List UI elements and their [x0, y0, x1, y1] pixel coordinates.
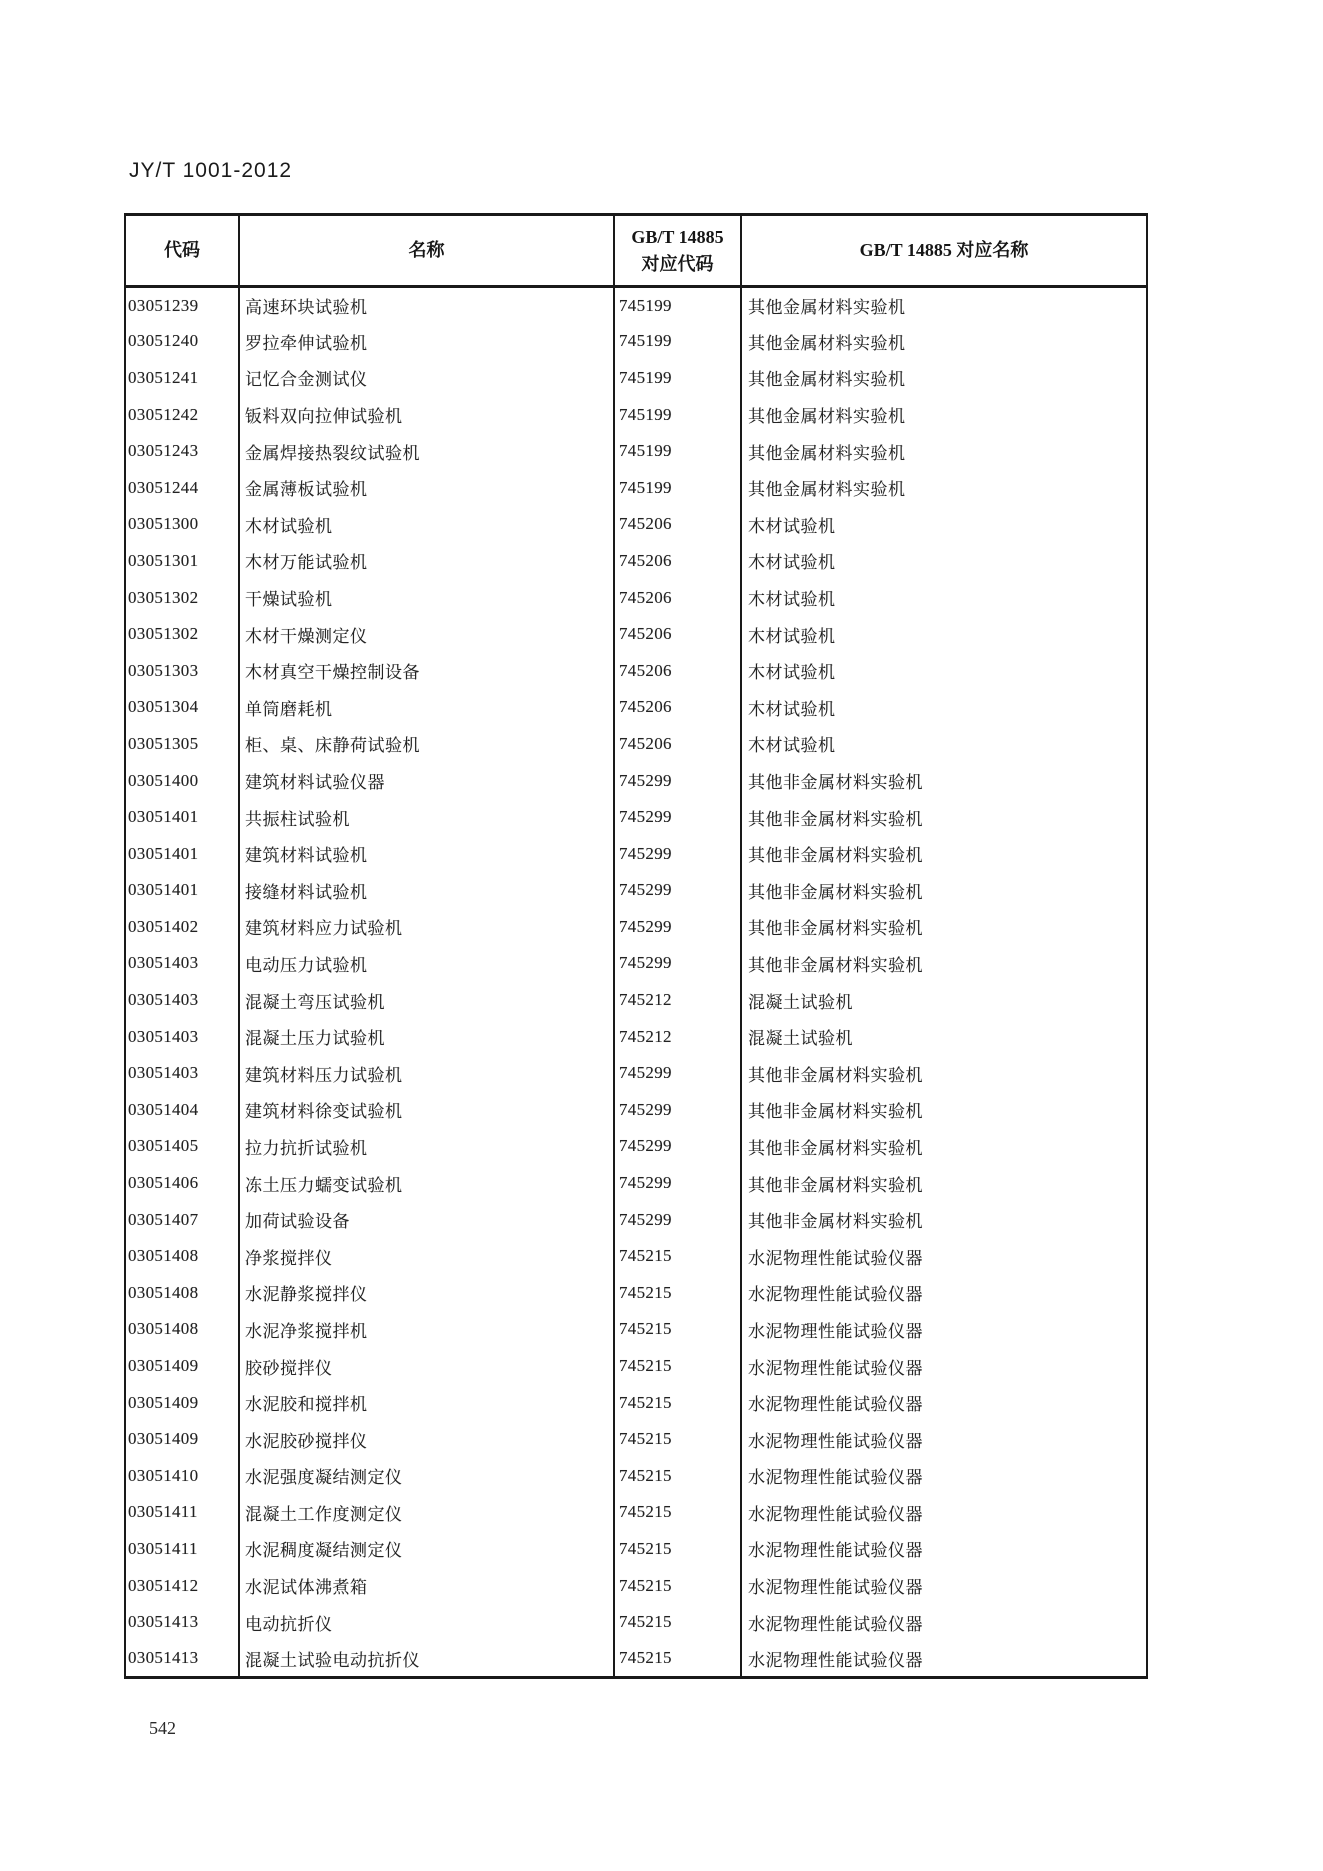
gbt-code-cell: 745299 — [614, 1055, 741, 1092]
name-cell: 木材万能试验机 — [239, 543, 614, 580]
name-cell: 钣料双向拉伸试验机 — [239, 396, 614, 433]
code-cell: 03051412 — [128, 1575, 199, 1595]
gbt-code-cell: 745199 — [614, 287, 741, 324]
code-cell: 03051403 — [128, 953, 199, 973]
gbt-name-cell: 其他非金属材料实验机 — [741, 762, 1147, 799]
gbt-code-cell: 745206 — [614, 616, 741, 653]
gbt-name-cell: 其他非金属材料实验机 — [741, 1165, 1147, 1202]
name-cell: 混凝土弯压试验机 — [239, 982, 614, 1019]
name-cell: 建筑材料压力试验机 — [239, 1055, 614, 1092]
gbt-code-cell: 745215 — [614, 1567, 741, 1604]
header-gbt-code — [614, 215, 741, 287]
table-row — [125, 323, 1147, 360]
name-cell: 建筑材料徐变试验机 — [239, 1092, 614, 1129]
name-cell: 木材干燥测定仪 — [239, 616, 614, 653]
gbt-code-cell: 745215 — [614, 1311, 741, 1348]
table-row — [125, 396, 1147, 433]
code-cell: 03051411 — [128, 1538, 198, 1558]
gbt-name-cell: 木材试验机 — [741, 689, 1147, 726]
gbt-name-cell: 水泥物理性能试验仪器 — [741, 1275, 1147, 1312]
code-cell: 03051408 — [128, 1246, 199, 1266]
name-cell: 干燥试验机 — [239, 579, 614, 616]
name-cell: 接缝材料试验机 — [239, 872, 614, 909]
name-cell: 混凝土试验电动抗折仪 — [239, 1640, 614, 1677]
gbt-name-cell: 水泥物理性能试验仪器 — [741, 1567, 1147, 1604]
name-cell: 水泥胶和搅拌机 — [239, 1384, 614, 1421]
gbt-name-cell: 其他非金属材料实验机 — [741, 1201, 1147, 1238]
table-row — [125, 1311, 1147, 1348]
code-cell: 03051401 — [128, 843, 199, 863]
page-number: 542 — [149, 1718, 176, 1738]
name-cell: 混凝土压力试验机 — [239, 1018, 614, 1055]
table-row — [125, 360, 1147, 397]
gbt-code-cell: 745212 — [614, 982, 741, 1019]
code-cell: 03051240 — [128, 331, 199, 351]
table-row — [125, 1567, 1147, 1604]
name-cell: 建筑材料应力试验机 — [239, 909, 614, 946]
code-cell: 03051404 — [128, 1099, 199, 1119]
name-cell: 电动压力试验机 — [239, 945, 614, 982]
gbt-code-cell: 745299 — [614, 1165, 741, 1202]
gbt-code-cell: 745215 — [614, 1604, 741, 1641]
name-cell: 水泥净浆搅拌机 — [239, 1311, 614, 1348]
code-cell: 03051302 — [128, 624, 199, 644]
header-gbt-name: GB/T 14885 对应名称 — [741, 215, 1147, 287]
name-cell: 高速环块试验机 — [239, 287, 614, 324]
gbt-code-cell: 745206 — [614, 579, 741, 616]
name-cell: 拉力抗折试验机 — [239, 1128, 614, 1165]
code-cell: 03051409 — [128, 1429, 199, 1449]
table-row — [125, 1128, 1147, 1165]
table-row — [125, 762, 1147, 799]
name-cell: 水泥稠度凝结测定仪 — [239, 1531, 614, 1568]
table-header-row — [125, 215, 1147, 287]
gbt-code-cell: 745199 — [614, 396, 741, 433]
gbt-name-cell: 其他非金属材料实验机 — [741, 799, 1147, 836]
code-cell: 03051408 — [128, 1319, 199, 1339]
gbt-code-cell: 745299 — [614, 872, 741, 909]
gbt-name-cell: 其他金属材料实验机 — [741, 469, 1147, 506]
table-row — [125, 909, 1147, 946]
gbt-code-cell: 745212 — [614, 1018, 741, 1055]
table-row — [125, 1458, 1147, 1495]
table-row — [125, 506, 1147, 543]
name-cell: 电动抗折仪 — [239, 1604, 614, 1641]
table-row — [125, 1018, 1147, 1055]
name-cell: 水泥静浆搅拌仪 — [239, 1275, 614, 1312]
header-gbt-code-line2: 对应代码 — [641, 253, 714, 274]
name-cell: 木材试验机 — [239, 506, 614, 543]
gbt-name-cell: 水泥物理性能试验仪器 — [741, 1238, 1147, 1275]
code-cell: 03051400 — [128, 770, 199, 790]
code-mapping-table — [124, 213, 1148, 1679]
gbt-name-cell: 其他金属材料实验机 — [741, 396, 1147, 433]
code-cell: 03051239 — [128, 295, 199, 315]
gbt-name-cell: 木材试验机 — [741, 726, 1147, 763]
gbt-code-cell: 745215 — [614, 1458, 741, 1495]
gbt-name-cell: 水泥物理性能试验仪器 — [741, 1458, 1147, 1495]
name-cell: 金属薄板试验机 — [239, 469, 614, 506]
gbt-name-cell: 水泥物理性能试验仪器 — [741, 1604, 1147, 1641]
table-row — [125, 1494, 1147, 1531]
header-name: 名称 — [239, 215, 614, 287]
name-cell: 单筒磨耗机 — [239, 689, 614, 726]
code-cell: 03051408 — [128, 1282, 199, 1302]
gbt-name-cell: 其他非金属材料实验机 — [741, 835, 1147, 872]
name-cell: 共振柱试验机 — [239, 799, 614, 836]
code-cell: 03051304 — [128, 697, 199, 717]
gbt-code-cell: 745199 — [614, 469, 741, 506]
gbt-code-cell: 745215 — [614, 1275, 741, 1312]
name-cell: 金属焊接热裂纹试验机 — [239, 433, 614, 470]
gbt-code-cell: 745215 — [614, 1531, 741, 1568]
code-cell: 03051303 — [128, 660, 199, 680]
code-cell: 03051241 — [128, 367, 199, 387]
code-cell: 03051403 — [128, 990, 199, 1010]
table-row — [125, 945, 1147, 982]
gbt-code-cell: 745215 — [614, 1348, 741, 1385]
gbt-name-cell: 其他非金属材料实验机 — [741, 1055, 1147, 1092]
table-row — [125, 982, 1147, 1019]
header-gbt-code-line1: GB/T 14885 — [631, 226, 724, 247]
code-cell: 03051402 — [128, 916, 199, 936]
table-row — [125, 835, 1147, 872]
gbt-name-cell: 水泥物理性能试验仪器 — [741, 1494, 1147, 1531]
table-row — [125, 1238, 1147, 1275]
code-cell: 03051406 — [128, 1173, 199, 1193]
code-cell: 03051242 — [128, 404, 199, 424]
gbt-code-cell: 745299 — [614, 945, 741, 982]
name-cell: 建筑材料试验机 — [239, 835, 614, 872]
gbt-code-cell: 745206 — [614, 652, 741, 689]
table-row — [125, 689, 1147, 726]
table-row — [125, 287, 1147, 324]
gbt-name-cell: 水泥物理性能试验仪器 — [741, 1640, 1147, 1677]
gbt-name-cell: 木材试验机 — [741, 506, 1147, 543]
name-cell: 柜、桌、床静荷试验机 — [239, 726, 614, 763]
code-cell: 03051403 — [128, 1026, 199, 1046]
gbt-name-cell: 其他非金属材料实验机 — [741, 872, 1147, 909]
gbt-name-cell: 水泥物理性能试验仪器 — [741, 1531, 1147, 1568]
name-cell: 加荷试验设备 — [239, 1201, 614, 1238]
gbt-name-cell: 木材试验机 — [741, 652, 1147, 689]
gbt-name-cell: 水泥物理性能试验仪器 — [741, 1384, 1147, 1421]
gbt-name-cell: 其他金属材料实验机 — [741, 360, 1147, 397]
gbt-code-cell: 745199 — [614, 360, 741, 397]
table-row — [125, 1421, 1147, 1458]
gbt-code-cell: 745215 — [614, 1421, 741, 1458]
code-cell: 03051401 — [128, 807, 199, 827]
table-row — [125, 799, 1147, 836]
table-row — [125, 543, 1147, 580]
gbt-name-cell: 水泥物理性能试验仪器 — [741, 1311, 1147, 1348]
code-cell: 03051413 — [128, 1648, 199, 1668]
code-cell: 03051244 — [128, 477, 199, 497]
gbt-name-cell: 其他金属材料实验机 — [741, 287, 1147, 324]
table-row — [125, 433, 1147, 470]
code-cell: 03051411 — [128, 1502, 198, 1522]
table-row — [125, 469, 1147, 506]
gbt-code-cell: 745206 — [614, 506, 741, 543]
gbt-name-cell: 其他非金属材料实验机 — [741, 945, 1147, 982]
gbt-name-cell: 其他非金属材料实验机 — [741, 1128, 1147, 1165]
table-row — [125, 1275, 1147, 1312]
gbt-code-cell: 745206 — [614, 543, 741, 580]
standard-code-title: JY/T 1001-2012 — [129, 159, 293, 182]
table-row — [125, 652, 1147, 689]
table-row — [125, 726, 1147, 763]
gbt-code-cell: 745299 — [614, 909, 741, 946]
gbt-name-cell: 混凝土试验机 — [741, 982, 1147, 1019]
gbt-name-cell: 混凝土试验机 — [741, 1018, 1147, 1055]
gbt-code-cell: 745199 — [614, 323, 741, 360]
gbt-name-cell: 其他非金属材料实验机 — [741, 1092, 1147, 1129]
gbt-code-cell: 745299 — [614, 835, 741, 872]
code-cell: 03051413 — [128, 1612, 199, 1632]
gbt-name-cell: 木材试验机 — [741, 616, 1147, 653]
code-cell: 03051302 — [128, 587, 199, 607]
gbt-name-cell: 木材试验机 — [741, 579, 1147, 616]
gbt-code-cell: 745215 — [614, 1384, 741, 1421]
code-cell: 03051243 — [128, 441, 199, 461]
gbt-name-cell: 木材试验机 — [741, 543, 1147, 580]
name-cell: 净浆搅拌仪 — [239, 1238, 614, 1275]
table-row — [125, 1348, 1147, 1385]
name-cell: 建筑材料试验仪器 — [239, 762, 614, 799]
gbt-name-cell: 其他金属材料实验机 — [741, 323, 1147, 360]
gbt-name-cell: 其他金属材料实验机 — [741, 433, 1147, 470]
gbt-name-cell: 其他非金属材料实验机 — [741, 909, 1147, 946]
gbt-code-cell: 745206 — [614, 689, 741, 726]
table-row — [125, 1640, 1147, 1677]
name-cell: 混凝土工作度测定仪 — [239, 1494, 614, 1531]
gbt-code-cell: 745299 — [614, 1092, 741, 1129]
table-row — [125, 1201, 1147, 1238]
gbt-name-cell: 水泥物理性能试验仪器 — [741, 1348, 1147, 1385]
name-cell: 水泥试体沸煮箱 — [239, 1567, 614, 1604]
name-cell: 胶砂搅拌仪 — [239, 1348, 614, 1385]
gbt-code-cell: 745215 — [614, 1238, 741, 1275]
code-cell: 03051409 — [128, 1392, 199, 1412]
table-row — [125, 872, 1147, 909]
code-cell: 03051407 — [128, 1209, 199, 1229]
gbt-code-cell: 745199 — [614, 433, 741, 470]
code-cell: 03051409 — [128, 1356, 199, 1376]
name-cell: 冻土压力蠕变试验机 — [239, 1165, 614, 1202]
code-cell: 03051410 — [128, 1465, 199, 1485]
gbt-code-cell: 745299 — [614, 1201, 741, 1238]
code-cell: 03051405 — [128, 1136, 199, 1156]
name-cell: 水泥强度凝结测定仪 — [239, 1458, 614, 1495]
name-cell: 记忆合金测试仪 — [239, 360, 614, 397]
name-cell: 木材真空干燥控制设备 — [239, 652, 614, 689]
header-code: 代码 — [125, 215, 239, 287]
name-cell: 水泥胶砂搅拌仪 — [239, 1421, 614, 1458]
table-row — [125, 616, 1147, 653]
gbt-code-cell: 745299 — [614, 799, 741, 836]
table-row — [125, 579, 1147, 616]
gbt-code-cell: 745299 — [614, 1128, 741, 1165]
table-row — [125, 1165, 1147, 1202]
gbt-name-cell: 水泥物理性能试验仪器 — [741, 1421, 1147, 1458]
table-row — [125, 1092, 1147, 1129]
code-cell: 03051403 — [128, 1063, 199, 1083]
table-row — [125, 1384, 1147, 1421]
code-cell: 03051401 — [128, 880, 199, 900]
gbt-code-cell: 745215 — [614, 1494, 741, 1531]
code-cell: 03051305 — [128, 733, 199, 753]
name-cell: 罗拉牵伸试验机 — [239, 323, 614, 360]
table-row — [125, 1604, 1147, 1641]
table-row — [125, 1055, 1147, 1092]
gbt-code-cell: 745215 — [614, 1640, 741, 1677]
code-cell: 03051300 — [128, 514, 199, 534]
gbt-code-cell: 745299 — [614, 762, 741, 799]
code-cell: 03051301 — [128, 550, 199, 570]
gbt-code-cell: 745206 — [614, 726, 741, 763]
table-row — [125, 1531, 1147, 1568]
